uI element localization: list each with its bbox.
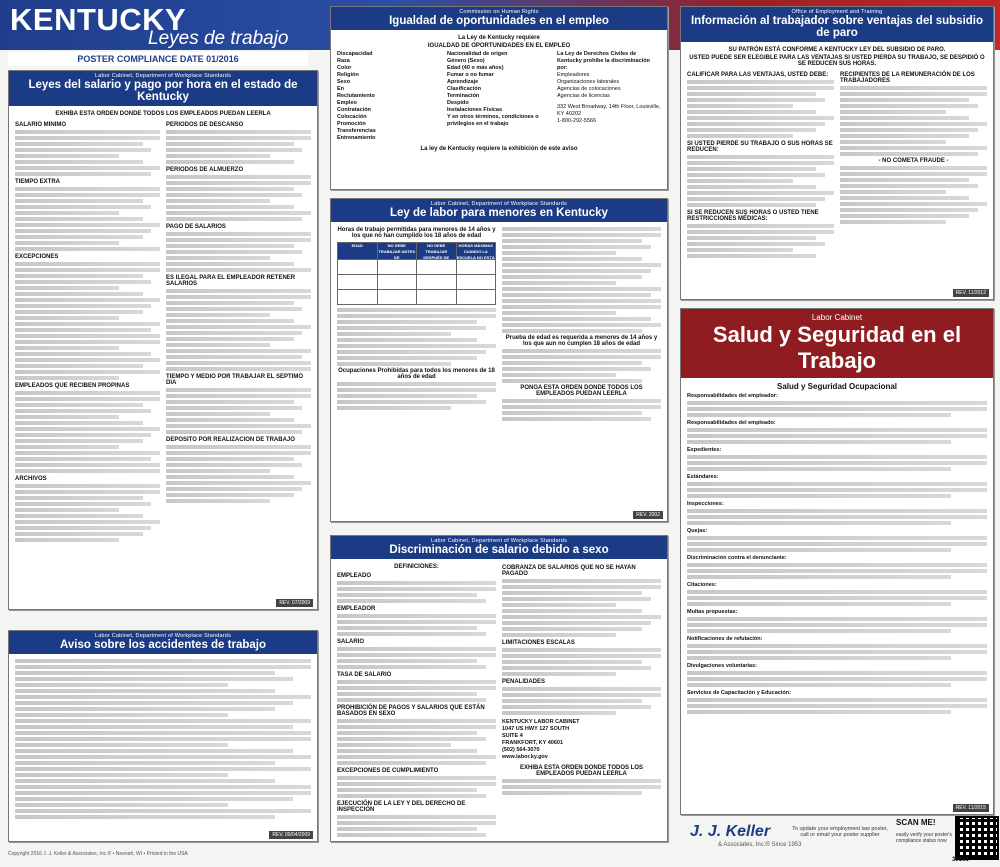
wage-agency: Labor Cabinet, Department of Workplace Standards — [94, 73, 232, 79]
sexwage-section: PENALIDADES — [502, 679, 546, 685]
osh-title: Salud y Seguridad en el Trabajo — [712, 322, 962, 373]
child-rev: REV. 2002 — [633, 511, 663, 519]
compliance-date: POSTER COMPLIANCE DATE 01/2016 — [8, 52, 308, 66]
civil-protected-item: Discapacidad — [337, 51, 373, 57]
poster-title: KENTUCKY — [10, 2, 187, 37]
sexwage-contact-line: KENTUCKY LABOR CABINET — [502, 719, 580, 725]
civil-protected-item: Colocación — [337, 114, 367, 120]
civil-covered-item: Agencias de licencias — [557, 93, 610, 99]
wage-section: EXCEPCIONES — [15, 254, 59, 260]
wage-section: ARCHIVOS — [15, 476, 47, 482]
poster-subtitle: Leyes de trabajo — [148, 28, 289, 49]
scan-label: SCAN ME! — [896, 818, 936, 827]
jjkeller-since: & Associates, Inc.® Since 1953 — [718, 842, 802, 848]
civil-protected-item: Y en otros términos, condiciones o privilegios en el trabajo — [447, 114, 539, 127]
civil-address: 332 West Broadway, 14th Floor, Louisville, KY 40202 — [557, 104, 661, 117]
ui-lead1: SU PATRÓN ESTÁ CONFORME A KENTUCKY LEY DEL SUBSIDIO DE PARO. — [728, 47, 946, 53]
panel-occupational-safety — [680, 308, 994, 815]
sexwage-contact-line: FRANKFORT, KY 40601 — [502, 740, 564, 746]
sexwage-section: LIMITACIONES ESCALAS — [502, 640, 575, 646]
wage-section: ES ILEGAL PARA EL EMPLEADOR RETENER SALARIOS — [166, 275, 296, 287]
ui-agency: Office of Employment and Training — [791, 9, 883, 15]
osh-item-heading: Estándares: — [687, 474, 719, 480]
wage-section: TIEMPO Y MEDIO POR TRABAJAR EL SEPTIMO DIA — [166, 374, 304, 386]
sexwage-section: SALARIO — [337, 639, 364, 645]
civil-protected-item: Contratación — [337, 107, 371, 113]
sexwage-section: COBRANZA DE SALARIOS QUE NO SE HAYAN PAGADO — [502, 565, 636, 577]
wage-rev: REV. 07/2009 — [276, 599, 313, 607]
civil-covered-item: Organizaciones laborales — [557, 79, 620, 85]
civil-protected-item: Entrenamiento — [337, 135, 376, 141]
wage-section: DEPOSITO POR REALIZACION DE TRABAJO — [166, 437, 295, 443]
civil-protected-item: Edad (40 o más años) — [447, 65, 504, 71]
child-agency: Labor Cabinet, Department of Workplace Standards — [430, 201, 568, 207]
scan-text: easily verify your poster's compliance status now — [896, 832, 952, 844]
accident-title: Aviso sobre los accidentes de trabajo — [59, 639, 266, 651]
civil-agency: Commission on Human Rights — [459, 9, 539, 15]
civil-protected-item: Género (Sexo) — [447, 58, 485, 64]
child-table-head: Horas de trabajo permitidas para menores de 14 años y los que no han cumplido los 18 años de edad — [337, 227, 496, 239]
wage-section: PAGO DE SALARIOS — [166, 224, 226, 230]
civil-sub2: IGUALDAD DE OPORTUNIDADES EN EL EMPLEO — [427, 43, 571, 49]
sexwage-section: EMPLEADOR — [337, 606, 376, 612]
osh-item-heading: Discriminación contra el denunciante: — [687, 555, 787, 561]
sexwage-section: EMPLEADO — [337, 573, 372, 579]
child-col-head: NO DEBE TRABAJAR ANTES DE — [378, 243, 416, 260]
ui-rev: REV. 11/2012 — [953, 289, 989, 297]
osh-sub: Salud y Seguridad Ocupacional — [776, 382, 898, 391]
child-banned: Ocupaciones Prohibidas para todos los menores de 18 años de edad — [338, 368, 495, 380]
sexwage-contact-line: www.labor.ky.gov — [502, 754, 548, 760]
sexwage-title: Discriminación de salario debido a sexo — [389, 544, 609, 556]
accident-rev: REV. 09/04/2009 — [269, 831, 313, 839]
civil-protected-item: Religión — [337, 72, 359, 78]
ui-fraud: - NO COMETA FRAUDE - — [878, 158, 949, 164]
osh-item-heading: Servicios de Capacitación y Educación: — [687, 690, 791, 696]
civil-protected-item: Aprendizaje — [447, 79, 479, 85]
child-post: PONGA ESTA ORDEN DONDE TODOS LOS EMPLEADOS PUEDAN LEERLA — [520, 385, 643, 397]
panel-equal-opportunity — [330, 6, 668, 190]
ui-heading: SI USTED PIERDE SU TRABAJO O SUS HORAS SE REDUCEN: — [687, 141, 833, 153]
civil-sub1: La Ley de Kentucky requiere — [458, 35, 540, 41]
civil-protected-item: Instalaciones Físicas — [447, 107, 503, 113]
sexwage-section: EJECUCIÓN DE LA LEY Y DEL DERECHO DE INSPECCIÓN — [337, 801, 466, 813]
wage-section: EMPLEADOS QUE RECIBEN PROPINAS — [15, 383, 130, 389]
osh-rev: REV. 11/2015 — [953, 804, 989, 812]
civil-protected-item: Clasificación — [447, 86, 481, 92]
panel-wage-law — [8, 70, 318, 610]
osh-item-heading: Notificaciones de refutación: — [687, 636, 763, 642]
sexwage-defs: DEFINICIONES: — [394, 564, 439, 570]
panel-sex-wage-discrimination — [330, 535, 668, 842]
civil-col3-head: La Ley de Derechos Civiles de Kentucky prohíbe la discriminación por: — [557, 51, 650, 71]
osh-agency: Labor Cabinet — [811, 313, 863, 322]
sexwage-section: TASA DE SALARIO — [337, 672, 392, 678]
child-col-head: NO DEBE TRABAJAR DESPUÉS DE — [417, 243, 456, 259]
wage-section: SALARIO MINIMO — [15, 122, 66, 128]
osh-item-heading: Expedientes: — [687, 447, 722, 453]
copyright: Copyright 2016 J. J. Keller & Associates, Inc.® • Neenah, WI • Printed in the USA — [8, 851, 188, 857]
child-title: Ley de labor para menores en Kentucky — [390, 207, 608, 219]
sexwage-contact-line: SUITE 4 — [502, 733, 523, 739]
sexwage-contact-line: (502) 564-3070 — [502, 747, 540, 753]
civil-phone: 1-800-292-5566 — [557, 118, 597, 124]
civil-title: Igualdad de oportunidades en el empleo — [389, 15, 609, 27]
wage-section: TIEMPO EXTRA — [15, 179, 61, 185]
civil-footer: La ley de Kentucky requiere la exhibición de este aviso — [420, 146, 578, 152]
osh-item-heading: Responsabilidades del empleado: — [687, 420, 776, 426]
child-proof: Prueba de edad es requerida a menores de 14 años y los que aun no cumplen 18 años de edad — [505, 335, 658, 347]
osh-item-heading: Multas propuestas: — [687, 609, 738, 615]
panel-unemployment — [680, 6, 994, 300]
civil-protected-item: Sexo — [337, 79, 351, 85]
osh-item-heading: Responsabilidades del empleador: — [687, 393, 778, 399]
civil-covered-item: Empleadores — [557, 72, 590, 78]
sexwage-section: EXCEPCIONES DE CUMPLIMIENTO — [337, 768, 439, 774]
ui-lead2: USTED PUEDE SER ELEGIBLE PARA LAS VENTAJAS SI USTED PIERDA SU TRABAJO, SE DESPIDIÓ O SE REDUCEN SUS HORAS. — [689, 55, 985, 67]
qr-code-icon[interactable] — [955, 816, 999, 860]
civil-protected-item: Color — [337, 65, 352, 71]
panel-work-accidents — [8, 630, 318, 842]
civil-protected-item: Terminación — [447, 93, 480, 99]
osh-item-heading: Quejas: — [687, 528, 708, 534]
wage-notice: EXHIBA ESTA ORDEN DONDE TODOS LOS EMPLEADOS PUEDAN LEERLA — [55, 111, 271, 117]
sexwage-post: EXHIBA ESTA ORDEN DONDE TODOS LOS EMPLEADOS PUEDAN LEERLA — [519, 765, 643, 777]
sexwage-section: PROHIBICIÓN DE PAGOS Y SALARIOS QUE ESTÁN BASADOS EN SEXO — [337, 705, 485, 717]
ui-heading: SI SE REDUCEN SUS HORAS O USTED TIENE RESTRICCIONES MÉDICAS: — [687, 210, 819, 222]
child-col-head: HORAS MÁXIMAS CUANDO LA ESCUELA NO ESTÁ — [456, 243, 495, 260]
sexwage-contact-line: 1047 US HWY 127 SOUTH — [502, 726, 570, 732]
civil-protected-item: Empleo — [337, 100, 357, 106]
osh-item-heading: Divulgaciones voluntarias: — [687, 663, 757, 669]
osh-item-heading: Inspecciones: — [687, 501, 724, 507]
wage-section: PERIODOS DE DESCANSO — [166, 122, 244, 128]
civil-protected-item: Nacionalidad de origen — [447, 51, 508, 57]
civil-protected-item: Raza — [337, 58, 350, 64]
osh-item-heading: Citaciones: — [687, 582, 717, 588]
panel-child-labor — [330, 198, 668, 522]
sexwage-agency: Labor Cabinet, Department of Workplace Standards — [430, 538, 568, 544]
civil-covered-item: Agencias de colocaciones — [557, 86, 621, 92]
wage-title: Leyes del salario y pago por hora en el estado de Kentucky — [28, 79, 298, 103]
civil-protected-item: En — [337, 86, 345, 92]
civil-protected-item: Promoción — [337, 121, 366, 127]
civil-protected-item: Transferencias — [337, 128, 376, 134]
civil-protected-item: Reclutamiento — [337, 93, 375, 99]
civil-protected-item: Despido — [447, 100, 469, 106]
part-number: 39168 — [952, 857, 969, 863]
jjkeller-logo: J. J. Keller — [690, 823, 771, 840]
update-note: To update your employment law poster, call or email your poster supplier — [792, 826, 888, 838]
ui-heading: CALIFICAR PARA LAS VENTAJAS, USTED DEBE: — [687, 72, 829, 78]
accident-agency: Labor Cabinet, Department of Workplace Standards — [94, 633, 232, 639]
wage-section: PERIODOS DE ALMUERZO — [166, 167, 244, 173]
ui-title: Información al trabajador sobre ventajas del subsidio de paro — [690, 15, 984, 39]
child-col-head: EDAD — [338, 243, 377, 259]
civil-protected-item: Fumar o no fumar — [447, 72, 494, 78]
ui-heading: RECIPIENTES DE LA REMUNERACIÓN DE LOS TRABAJADORES — [840, 72, 975, 84]
